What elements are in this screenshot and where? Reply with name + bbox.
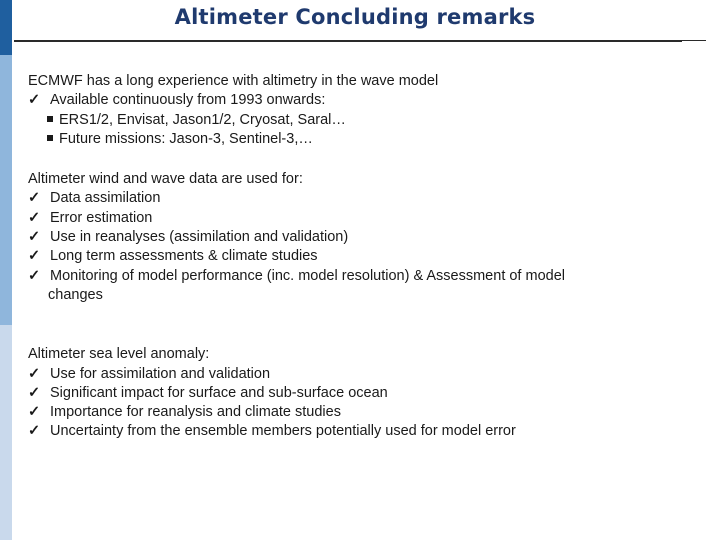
- bullet-item: [28, 365, 698, 384]
- bullet-item: [28, 384, 698, 403]
- slide-title: Altimeter Concluding remarks: [174, 5, 536, 29]
- check-icon: ✓: [28, 423, 41, 440]
- check-icon: ✓: [28, 404, 41, 421]
- bullet-item: [28, 209, 698, 228]
- sub-bullet-text: Future missions: Jason-3, Sentinel-3,…: [59, 130, 313, 147]
- bullet-text: Data assimilation: [50, 190, 161, 207]
- check-icon: ✓: [28, 229, 41, 246]
- bullet-text: Importance for reanalysis and climate studies: [50, 404, 341, 421]
- check-icon: ✓: [28, 267, 41, 284]
- bullet-item: [28, 228, 698, 247]
- bullet-item: [28, 422, 698, 441]
- check-icon: ✓: [28, 92, 41, 109]
- bullet-item: [28, 91, 698, 110]
- bullet-text: Uncertainty from the ensemble members potentially used for model error: [50, 423, 516, 440]
- slide-body: [28, 72, 698, 442]
- section-heading: ECMWF has a long experience with altimetry in the wave model: [28, 73, 439, 89]
- check-icon: ✓: [28, 365, 41, 382]
- bullet-text: Error estimation: [50, 209, 153, 226]
- sub-bullet-text: ERS1/2, Envisat, Jason1/2, Cryosat, Saral…: [59, 111, 346, 128]
- check-icon: ✓: [28, 209, 41, 226]
- sub-bullet-item: [28, 111, 698, 130]
- bullet-item: [28, 267, 698, 286]
- bullet-continuation: changes: [48, 286, 103, 303]
- title-divider-end: [682, 40, 706, 41]
- bullet-text: Available continuously from 1993 onwards:: [50, 92, 326, 109]
- bullet-text: Monitoring of model performance (inc. model resolution) & Assessment of model: [50, 267, 565, 284]
- bullet-text: Long term assessments & climate studies: [50, 248, 318, 265]
- bullet-text: Use for assimilation and validation: [50, 365, 271, 382]
- left-accent-bar-mid: [0, 55, 12, 325]
- bullet-text: Use in reanalyses (assimilation and validation): [50, 229, 349, 246]
- sub-bullet-item: [28, 130, 698, 149]
- bullet-item: [28, 247, 698, 266]
- check-icon: ✓: [28, 190, 41, 207]
- square-bullet-icon: [47, 116, 53, 122]
- check-icon: ✓: [28, 384, 41, 401]
- bullet-item: [28, 403, 698, 422]
- title-divider: [14, 40, 682, 42]
- section-heading: Altimeter sea level anomaly:: [28, 346, 210, 363]
- bullet-item: [28, 189, 698, 208]
- bullet-text: Significant impact for surface and sub-surface ocean: [50, 384, 388, 401]
- section-heading: Altimeter wind and wave data are used for:: [28, 171, 303, 188]
- square-bullet-icon: [47, 135, 53, 141]
- check-icon: ✓: [28, 248, 41, 265]
- left-accent-bar-light: [0, 325, 12, 540]
